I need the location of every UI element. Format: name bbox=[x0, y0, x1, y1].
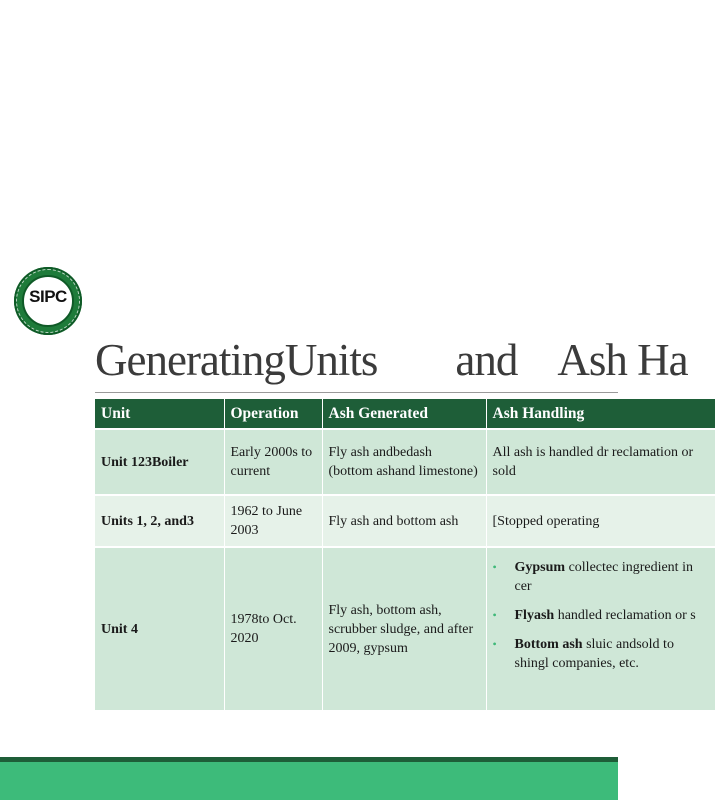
list-item bbox=[515, 606, 709, 625]
cell-ash-handling bbox=[486, 547, 715, 710]
cell-operation: 1962 to June 2003 bbox=[224, 495, 322, 547]
header-ash-generated: Ash Generated bbox=[322, 399, 486, 429]
table-row bbox=[95, 429, 715, 495]
bullet-text: collectec ingredient in cer bbox=[514, 560, 693, 594]
units-table bbox=[95, 399, 716, 710]
table-row bbox=[95, 495, 715, 547]
cell-operation: Early 2000s to current bbox=[224, 429, 322, 495]
title-part-1: GeneratingUnits bbox=[95, 335, 378, 385]
slide-title-area bbox=[95, 334, 688, 393]
bullet-text: handled reclamation or s bbox=[554, 608, 696, 623]
cell-unit: Units 1, 2, and3 bbox=[95, 495, 224, 547]
cell-ash-handling: [Stopped operating bbox=[486, 495, 715, 547]
slide-title bbox=[95, 334, 688, 386]
bullet-keyword: Flyash bbox=[514, 608, 555, 623]
list-item bbox=[515, 635, 709, 673]
header-operation: Operation bbox=[224, 399, 322, 429]
list-item bbox=[515, 558, 709, 596]
units-table-container bbox=[95, 399, 696, 710]
title-part-2: and bbox=[455, 335, 518, 385]
header-unit: Unit bbox=[95, 399, 224, 429]
sipc-logo bbox=[14, 267, 82, 335]
cell-ash-generated: Fly ash and bottom ash bbox=[322, 495, 486, 547]
logo-text: SIPC bbox=[29, 287, 67, 306]
ash-handling-list bbox=[493, 558, 709, 673]
cell-unit: Unit 4 bbox=[95, 547, 224, 710]
table-header-row bbox=[95, 399, 715, 429]
cell-ash-generated: Fly ash andbedash (bottom ashand limestone) bbox=[322, 429, 486, 495]
footer-band bbox=[0, 762, 618, 800]
cell-unit: Unit 123Boiler bbox=[95, 429, 224, 495]
cell-ash-handling: All ash is handled dr reclamation or sold bbox=[486, 429, 715, 495]
header-ash-handling: Ash Handling bbox=[486, 399, 715, 429]
cell-operation: 1978to Oct. 2020 bbox=[224, 547, 322, 710]
bullet-keyword: Bottom ash bbox=[514, 637, 583, 652]
bullet-keyword: Gypsum bbox=[514, 560, 566, 575]
bullet-text: sluic andsold to shingl companies, etc. bbox=[514, 637, 674, 671]
table-row bbox=[95, 547, 715, 710]
cell-ash-generated: Fly ash, bottom ash, scrubber sludge, and after 2009, gypsum bbox=[322, 547, 486, 710]
title-part-3: Ash Ha bbox=[557, 335, 688, 385]
